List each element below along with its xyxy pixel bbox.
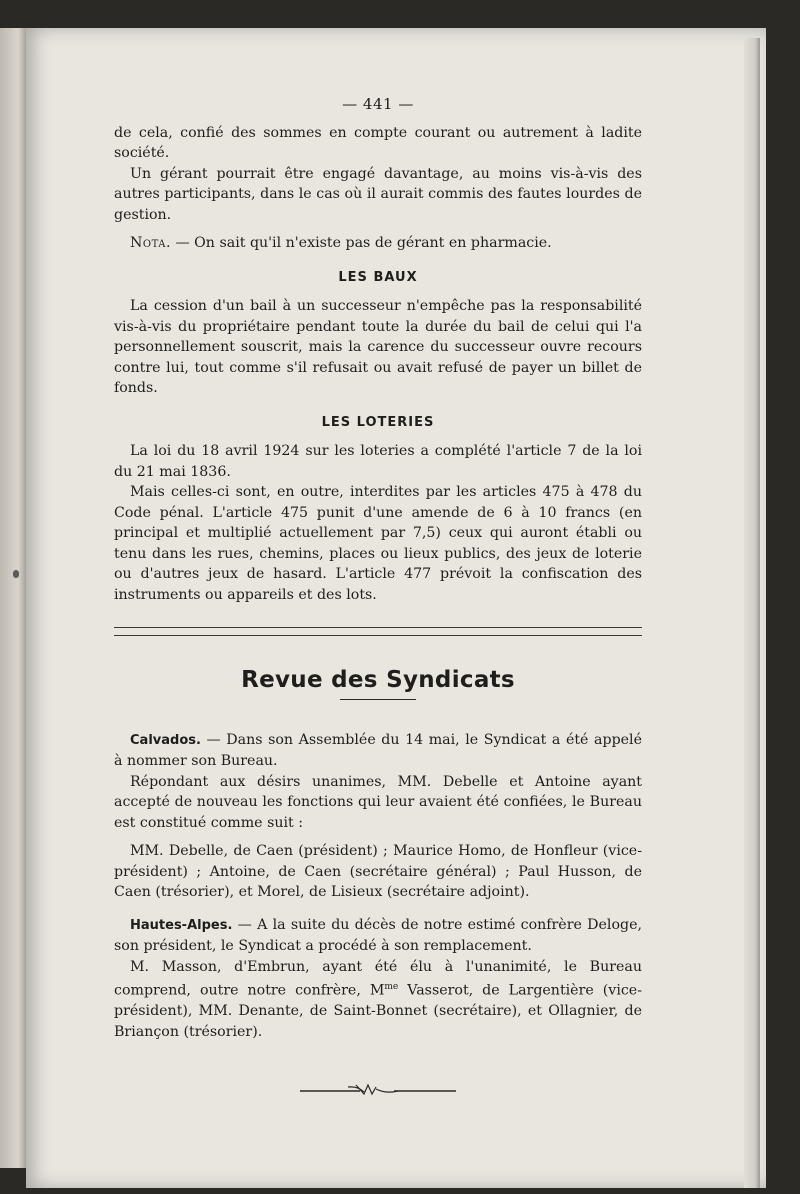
end-ornament-icon (298, 1082, 458, 1096)
calvados-paragraph-1 (114, 730, 642, 772)
section-heading-loteries: LES LOTERIES (321, 414, 435, 430)
loteries-paragraph-1: La loi du 18 avril 1924 sur les loteries a complété l'article 7 de la loi du 21 mai 1836. (114, 443, 642, 480)
hautes-alpes-paragraph-2 (114, 957, 642, 1043)
revue-title: Revue des Syndicats (241, 667, 515, 693)
nota-text: — On sait qu'il n'existe pas de gérant en pharmacie. (170, 235, 552, 251)
nota-paragraph (114, 233, 642, 254)
intro-paragraph-2: Un gérant pourrait être engagé davantage, au moins vis-à-vis des autres participants, dans le cas où il aurait commis des fautes lourdes de gestion. (114, 165, 642, 223)
calvados-paragraph-3: MM. Debelle, de Caen (président) ; Maurice Homo, de Honfleur (vice-président) ; Antoine, de Caen (secrétaire général) ; Paul Husson, de Caen (trésorier), et Morel, de Lisieux (secrétaire adjoint). (114, 843, 642, 900)
page-edge-shadow (744, 38, 760, 1188)
calvados-paragraph-2: Répondant aux désirs unanimes, MM. Debelle et Antoine ayant accepté de nouveau les fonctions qui leur avaient été confiées, le Bureau est constitué comme suit : (114, 773, 642, 831)
loteries-paragraph-2: Mais celles-ci sont, en outre, interdites par les articles 475 à 478 du Code pénal. L'article 475 punit d'une amende de 6 à 10 francs (en principal et multiplié actuellement par 7,5) ceux qui auront établi ou tenu dans les rues, chemins, places ou lieux publics, des jeux de loterie ou d'autres jeux de hasard. L'article 477 prévoit la confiscation des instruments ou appareils et des lots. (114, 484, 642, 603)
hautes-alpes-paragraph-1 (114, 915, 642, 957)
hautes-alpes-text-1: — A la suite du décès de notre estimé confrère Deloge, son président, le Syndicat a procédé à son remplacement. (114, 916, 642, 954)
baux-paragraph: La cession d'un bail à un successeur n'empêche pas la responsabilité vis-à-vis du propriétaire pendant toute la durée du bail de celui qui l'a personnellement souscrit, mais la carence du successeur ouvre recours contre lui, tout comme s'il refusait ou avait refusé de payer un billet de fonds. (114, 298, 642, 396)
page-number: — 441 — (342, 95, 414, 113)
nota-label: Nota. (130, 235, 171, 251)
double-rule-divider (114, 627, 642, 636)
syndicat-name-hautes-alpes: Hautes-Alpes. (130, 917, 233, 933)
calvados-text-1: — Dans son Assemblée du 14 mai, le Syndicat a été appelé à nommer son Bureau. (114, 731, 642, 769)
hautes-alpes-text-2a: M. Masson, d'Embrun, ayant été élu à l'unanimité, le Bureau comprend, outre notre confrère, M (114, 958, 642, 999)
page-content (114, 94, 642, 1096)
intro-paragraph-1: de cela, confié des sommes en compte courant ou autrement à ladite société. (114, 124, 642, 161)
hautes-alpes-text-2b: Vasserot, de Largentière (vice-président), MM. Denante, de Saint-Bonnet (secrétaire), et Ollagnier, de Briançon (trésorier). (114, 982, 642, 1040)
title-underline (340, 699, 416, 700)
margin-mark (13, 570, 19, 578)
hautes-alpes-superscript: me (384, 982, 399, 992)
syndicat-name-calvados: Calvados. (130, 732, 201, 748)
section-heading-baux: LES BAUX (338, 269, 418, 285)
